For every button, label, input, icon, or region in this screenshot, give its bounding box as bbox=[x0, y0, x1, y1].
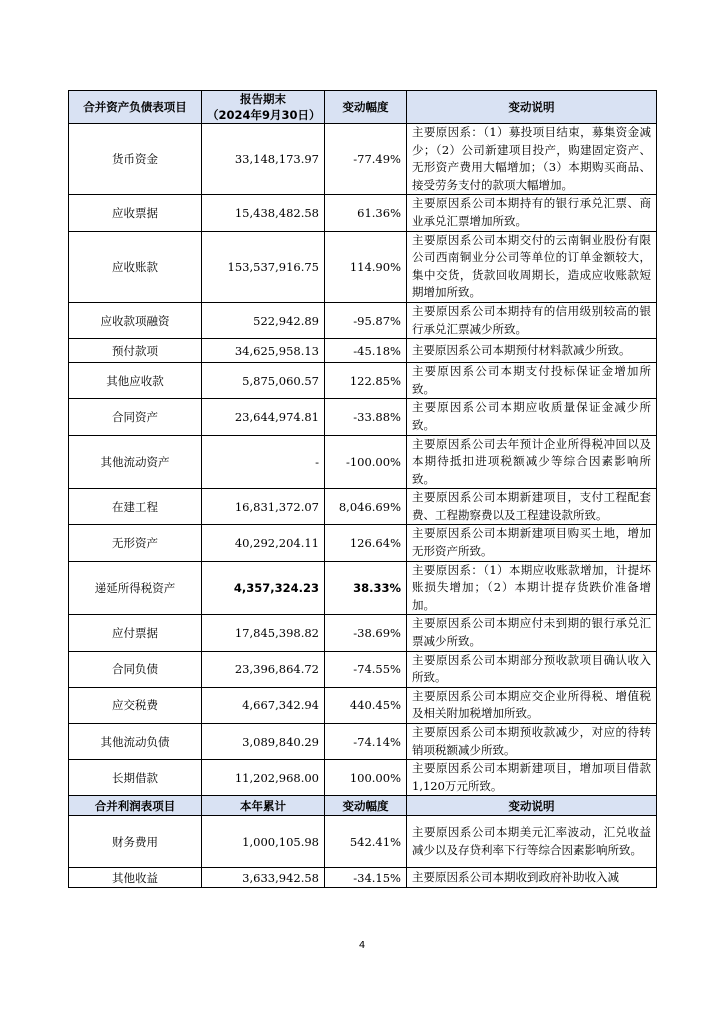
explanation-cell: 主要原因系公司本期预收款减少，对应的待转销项税额减少所致。 bbox=[407, 724, 657, 760]
amount-cell: 1,000,105.98 bbox=[202, 816, 325, 868]
header-period-line2: （2024年9月30日） bbox=[207, 108, 321, 122]
change-cell: -33.88% bbox=[325, 399, 407, 435]
item-cell: 预付款项 bbox=[69, 339, 202, 363]
explanation-cell: 主要原因系公司本期美元汇率波动，汇兑收益减少以及存贷利率下行等综合因素影响所致。 bbox=[407, 816, 657, 868]
change-cell: -95.87% bbox=[325, 302, 407, 338]
amount-cell: 33,148,173.97 bbox=[202, 124, 325, 195]
change-cell: 8,046.69% bbox=[325, 489, 407, 525]
amount-cell: 3,089,840.29 bbox=[202, 724, 325, 760]
item-cell: 合同负债 bbox=[69, 651, 202, 687]
change-cell: 122.85% bbox=[325, 363, 407, 399]
amount-cell: 4,357,324.23 bbox=[202, 561, 325, 615]
item-cell: 递延所得税资产 bbox=[69, 561, 202, 615]
change-cell: -77.49% bbox=[325, 124, 407, 195]
change-cell: -45.18% bbox=[325, 339, 407, 363]
change-cell: 114.90% bbox=[325, 231, 407, 302]
header-period bbox=[202, 91, 325, 124]
item-cell: 财务费用 bbox=[69, 816, 202, 868]
item-cell: 无形资产 bbox=[69, 525, 202, 561]
item-cell: 应收票据 bbox=[69, 195, 202, 231]
change-cell: 100.00% bbox=[325, 760, 407, 796]
header-period: 本年累计 bbox=[202, 796, 325, 816]
table-row bbox=[69, 195, 657, 231]
change-cell: 542.41% bbox=[325, 816, 407, 868]
amount-cell: 16,831,372.07 bbox=[202, 489, 325, 525]
explanation-cell: 主要原因系：（1）本期应收账款增加，计提坏账损失增加；（2）本期计提存货跌价准备增加。 bbox=[407, 561, 657, 615]
header-change: 变动幅度 bbox=[325, 796, 407, 816]
explanation-cell: 主要原因系公司本期交付的云南铜业股份有限公司西南铜业分公司等单位的订单金额较大，集中交货，货款回收周期长，造成应收账款短期增加所致。 bbox=[407, 231, 657, 302]
table-row bbox=[69, 124, 657, 195]
item-cell: 其他收益 bbox=[69, 868, 202, 888]
header-item: 合并资产负债表项目 bbox=[69, 91, 202, 124]
change-cell: -34.15% bbox=[325, 868, 407, 888]
item-cell: 应收账款 bbox=[69, 231, 202, 302]
header-period-line1: 报告期末 bbox=[240, 92, 286, 106]
explanation-cell: 主要原因系公司去年预计企业所得税冲回以及本期待抵扣进项税额减少等综合因素影响所致。 bbox=[407, 435, 657, 489]
change-cell: 61.36% bbox=[325, 195, 407, 231]
explanation-cell: 主要原因系公司本期预付材料款减少所致。 bbox=[407, 339, 657, 363]
table-row bbox=[69, 399, 657, 435]
table-row bbox=[69, 231, 657, 302]
amount-cell: 34,625,958.13 bbox=[202, 339, 325, 363]
explanation-cell: 主要原因系公司本期收到政府补助收入减 bbox=[407, 868, 657, 888]
table-row bbox=[69, 561, 657, 615]
item-cell: 货币资金 bbox=[69, 124, 202, 195]
item-cell: 其他流动负债 bbox=[69, 724, 202, 760]
change-cell: -38.69% bbox=[325, 615, 407, 651]
amount-cell: 3,633,942.58 bbox=[202, 868, 325, 888]
item-cell: 应交税费 bbox=[69, 687, 202, 723]
amount-cell: 153,537,916.75 bbox=[202, 231, 325, 302]
table-row bbox=[69, 615, 657, 651]
header-change: 变动幅度 bbox=[325, 91, 407, 124]
amount-cell: 17,845,398.82 bbox=[202, 615, 325, 651]
explanation-cell: 主要原因系公司本期部分预收款项目确认收入所致。 bbox=[407, 651, 657, 687]
item-cell: 应付票据 bbox=[69, 615, 202, 651]
amount-cell: 11,202,968.00 bbox=[202, 760, 325, 796]
change-cell: 440.45% bbox=[325, 687, 407, 723]
profit-header-row bbox=[69, 796, 657, 816]
item-cell: 其他应收款 bbox=[69, 363, 202, 399]
table-row bbox=[69, 816, 657, 868]
change-cell: -74.55% bbox=[325, 651, 407, 687]
explanation-cell: 主要原因系：（1）募投项目结束，募集资金减少；（2）公司新建项目投产，购建固定资产、无形资产费用大幅增加；（3）本期购买商品、接受劳务支付的款项大幅增加。 bbox=[407, 124, 657, 195]
table-row bbox=[69, 363, 657, 399]
change-cell: -100.00% bbox=[325, 435, 407, 489]
item-cell: 其他流动资产 bbox=[69, 435, 202, 489]
header-explanation: 变动说明 bbox=[407, 91, 657, 124]
page-number: 4 bbox=[358, 940, 366, 951]
header-item: 合并利润表项目 bbox=[69, 796, 202, 816]
explanation-cell: 主要原因系公司本期应付未到期的银行承兑汇票减少所致。 bbox=[407, 615, 657, 651]
amount-cell: - bbox=[202, 435, 325, 489]
explanation-cell: 主要原因系公司本期应收质量保证金减少所致。 bbox=[407, 399, 657, 435]
amount-cell: 40,292,204.11 bbox=[202, 525, 325, 561]
item-cell: 在建工程 bbox=[69, 489, 202, 525]
amount-cell: 4,667,342.94 bbox=[202, 687, 325, 723]
change-cell: 38.33% bbox=[325, 561, 407, 615]
table-row bbox=[69, 651, 657, 687]
table-row bbox=[69, 868, 657, 888]
item-cell: 长期借款 bbox=[69, 760, 202, 796]
balance-header-row bbox=[69, 91, 657, 124]
amount-cell: 522,942.89 bbox=[202, 302, 325, 338]
amount-cell: 23,396,864.72 bbox=[202, 651, 325, 687]
explanation-cell: 主要原因系公司本期持有的信用级别较高的银行承兑汇票减少所致。 bbox=[407, 302, 657, 338]
explanation-cell: 主要原因系公司本期应交企业所得税、增值税及相关附加税增加所致。 bbox=[407, 687, 657, 723]
table-row bbox=[69, 687, 657, 723]
item-cell: 应收款项融资 bbox=[69, 302, 202, 338]
explanation-cell: 主要原因系公司本期新建项目，支付工程配套费、工程勘察费以及工程建设款所致。 bbox=[407, 489, 657, 525]
table-row bbox=[69, 339, 657, 363]
explanation-cell: 主要原因系公司本期持有的银行承兑汇票、商业承兑汇票增加所致。 bbox=[407, 195, 657, 231]
header-explanation: 变动说明 bbox=[407, 796, 657, 816]
explanation-cell: 主要原因系公司本期支付投标保证金增加所致。 bbox=[407, 363, 657, 399]
amount-cell: 15,438,482.58 bbox=[202, 195, 325, 231]
table-row bbox=[69, 302, 657, 338]
amount-cell: 23,644,974.81 bbox=[202, 399, 325, 435]
change-cell: 126.64% bbox=[325, 525, 407, 561]
table-row bbox=[69, 724, 657, 760]
change-analysis-table bbox=[68, 90, 657, 888]
amount-cell: 5,875,060.57 bbox=[202, 363, 325, 399]
change-cell: -74.14% bbox=[325, 724, 407, 760]
item-cell: 合同资产 bbox=[69, 399, 202, 435]
table-row bbox=[69, 489, 657, 525]
table-row bbox=[69, 435, 657, 489]
table-row bbox=[69, 525, 657, 561]
explanation-cell: 主要原因系公司本期新建项目购买土地，增加无形资产所致。 bbox=[407, 525, 657, 561]
table-row bbox=[69, 760, 657, 796]
explanation-cell: 主要原因系公司本期新建项目，增加项目借款1,120万元所致。 bbox=[407, 760, 657, 796]
